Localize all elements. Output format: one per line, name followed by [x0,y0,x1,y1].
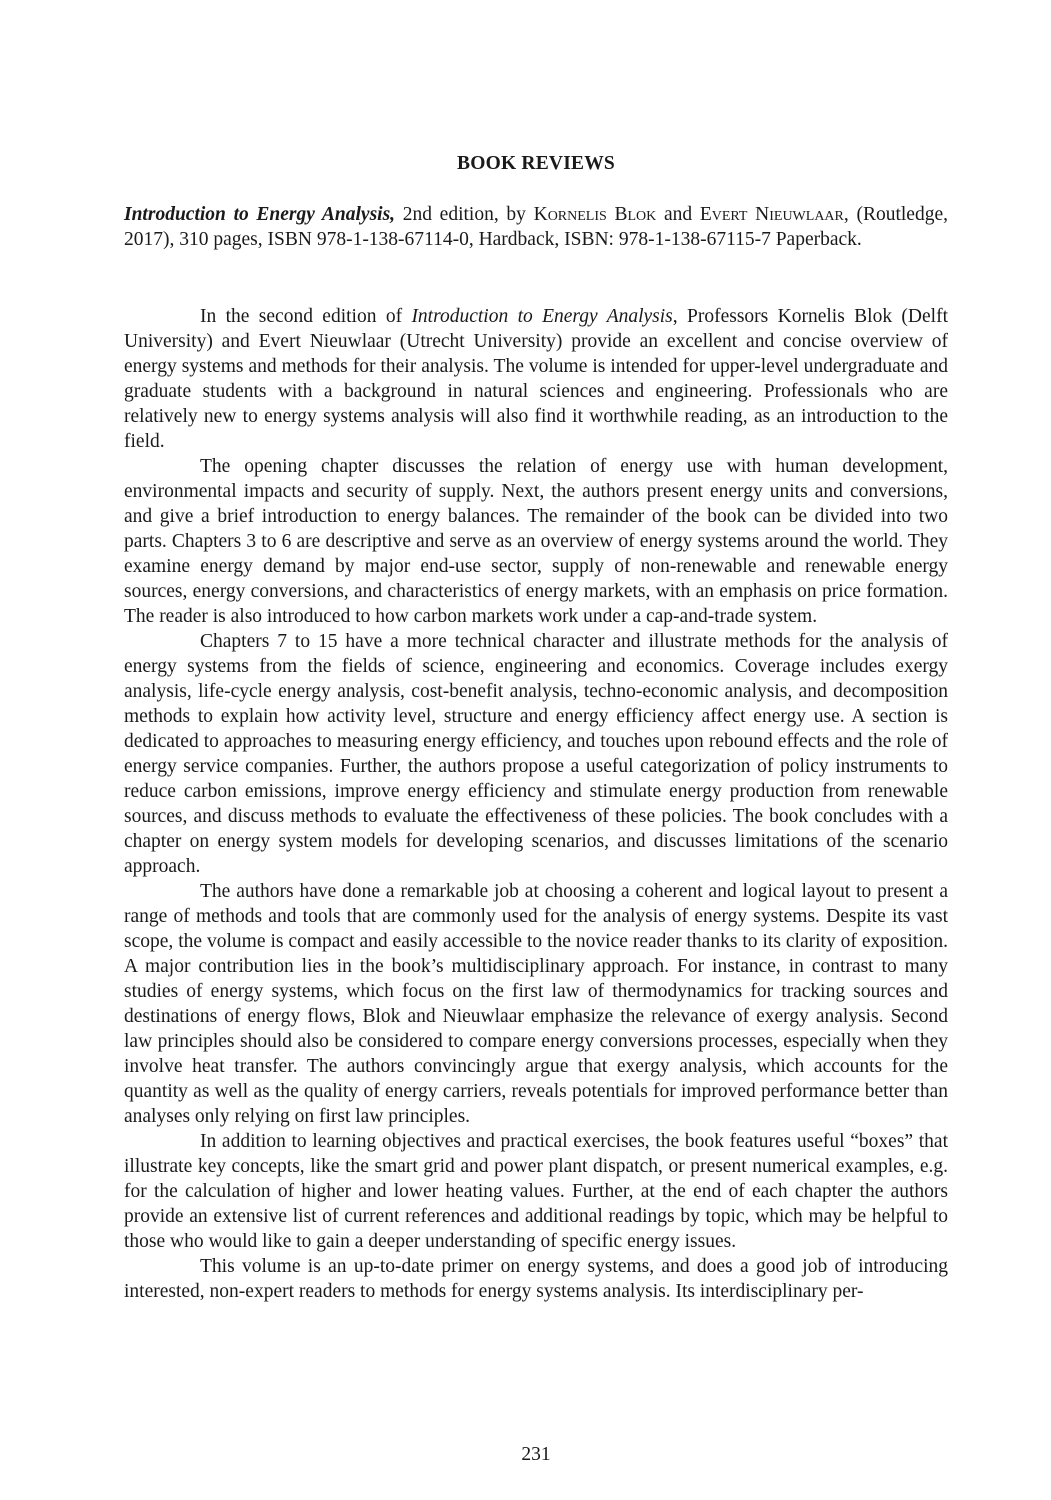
section-heading: BOOK REVIEWS [457,153,615,174]
paragraph-1-lead: In the second edition of [200,306,412,327]
book-citation [124,202,948,252]
paragraph-2: The opening chapter discusses the relation of energy use with human development, environmental impacts and security of supply. Next, the authors present energy units and conversions, and give a brief introduction to energy balances. The remainder of the book can be divided into two parts. Chapters 3 to 6 are descriptive and serve as an overview of energy systems around the world. They examine energy demand by major end-use sector, supply of non-renewable and renewable energy sources, energy conversions, and characteristics of energy markets, with an emphasis on price formation. The reader is also introduced to how carbon markets work under a cap-and-trade system. [124,456,948,627]
paragraph-1 [124,304,948,454]
review-body [124,304,948,1304]
paragraph-3: Chapters 7 to 15 have a more technical character and illustrate methods for the analysis of energy systems from the fields of science, engineering and economics. Coverage includes exergy analysis, life-cycle energy analysis, cost-benefit analysis, techno-economic analysis, and decomposition methods to explain how activity level, structure and energy efficiency affect energy use. A section is dedicated to approaches to measuring energy efficiency, and touches upon rebound effects and the role of energy service companies. Further, the authors propose a useful categorization of policy instruments to reduce carbon emissions, improve energy efficiency and stimulate energy production from renewable sources, and discuss methods to evaluate the effectiveness of these policies. The book concludes with a chapter on energy system models for developing scenarios, and discusses limitations of the scenario approach. [124,631,948,877]
citation-author-1: Kornelis Blok [533,204,657,225]
citation-author-2: Evert Nieuwlaar [699,204,844,225]
paragraph-1-book-title: Introduction to Energy Analysis [411,306,673,327]
paragraph-5: In addition to learning objectives and practical exercises, the book features useful “boxes” that illustrate key concepts, like the smart grid and power plant dispatch, or present numerical examples, e.g. for the calculation of higher and lower heating values. Further, at the end of each chapter the authors provide an extensive list of current references and additional readings by topic, which may be helpful to those who would like to gain a deeper understanding of specific energy issues. [124,1131,948,1252]
paragraph-6: This volume is an up-to-date primer on energy systems, and does a good job of introducing interested, non-expert readers to methods for energy systems analysis. Its interdisciplinary per- [124,1256,948,1302]
citation-edition: 2nd edition, by [395,204,534,225]
paragraph-4: The authors have done a remarkable job at choosing a coherent and logical layout to present a range of methods and tools that are commonly used for the analysis of energy systems. Despite its vast scope, the volume is compact and easily accessible to the novice reader thanks to its clarity of exposition. A major contribution lies in the book’s multidisciplinary approach. For instance, in contrast to many studies of energy systems, which focus on the first law of thermodynamics for tracking sources and destinations of energy flows, Blok and Nieuwlaar emphasize the relevance of exergy analysis. Second law principles should also be considered to compare energy conversions processes, especially when they involve heat transfer. The authors convincingly argue that exergy analysis, which accounts for the quantity as well as the quality of energy carriers, reveals potentials for improved performance better than analyses only relying on first law principles. [124,881,948,1127]
book-title: Introduction to Energy Analysis, [124,204,396,225]
paragraph-1-rest: , Professors Kornelis Blok (Delft University) and Evert Nieuwlaar (Utrecht University) provide an excellent and concise overview of energy systems and methods for their analysis. The volume is intended for upper-level undergraduate and graduate students with a background in natural sciences and engineering. Professionals who are relatively new to energy systems analysis will also find it worthwhile reading, as an introduction to the field. [124,306,948,452]
document-page [124,0,948,1500]
citation-and: and [656,204,700,225]
page-number: 231 [521,1444,551,1465]
citation-details: , (Routledge, 2017), 310 pages, ISBN 978-1-138-67114-0, Hardback, ISBN: 978-1-138-67115-7 Paperback. [124,204,948,250]
